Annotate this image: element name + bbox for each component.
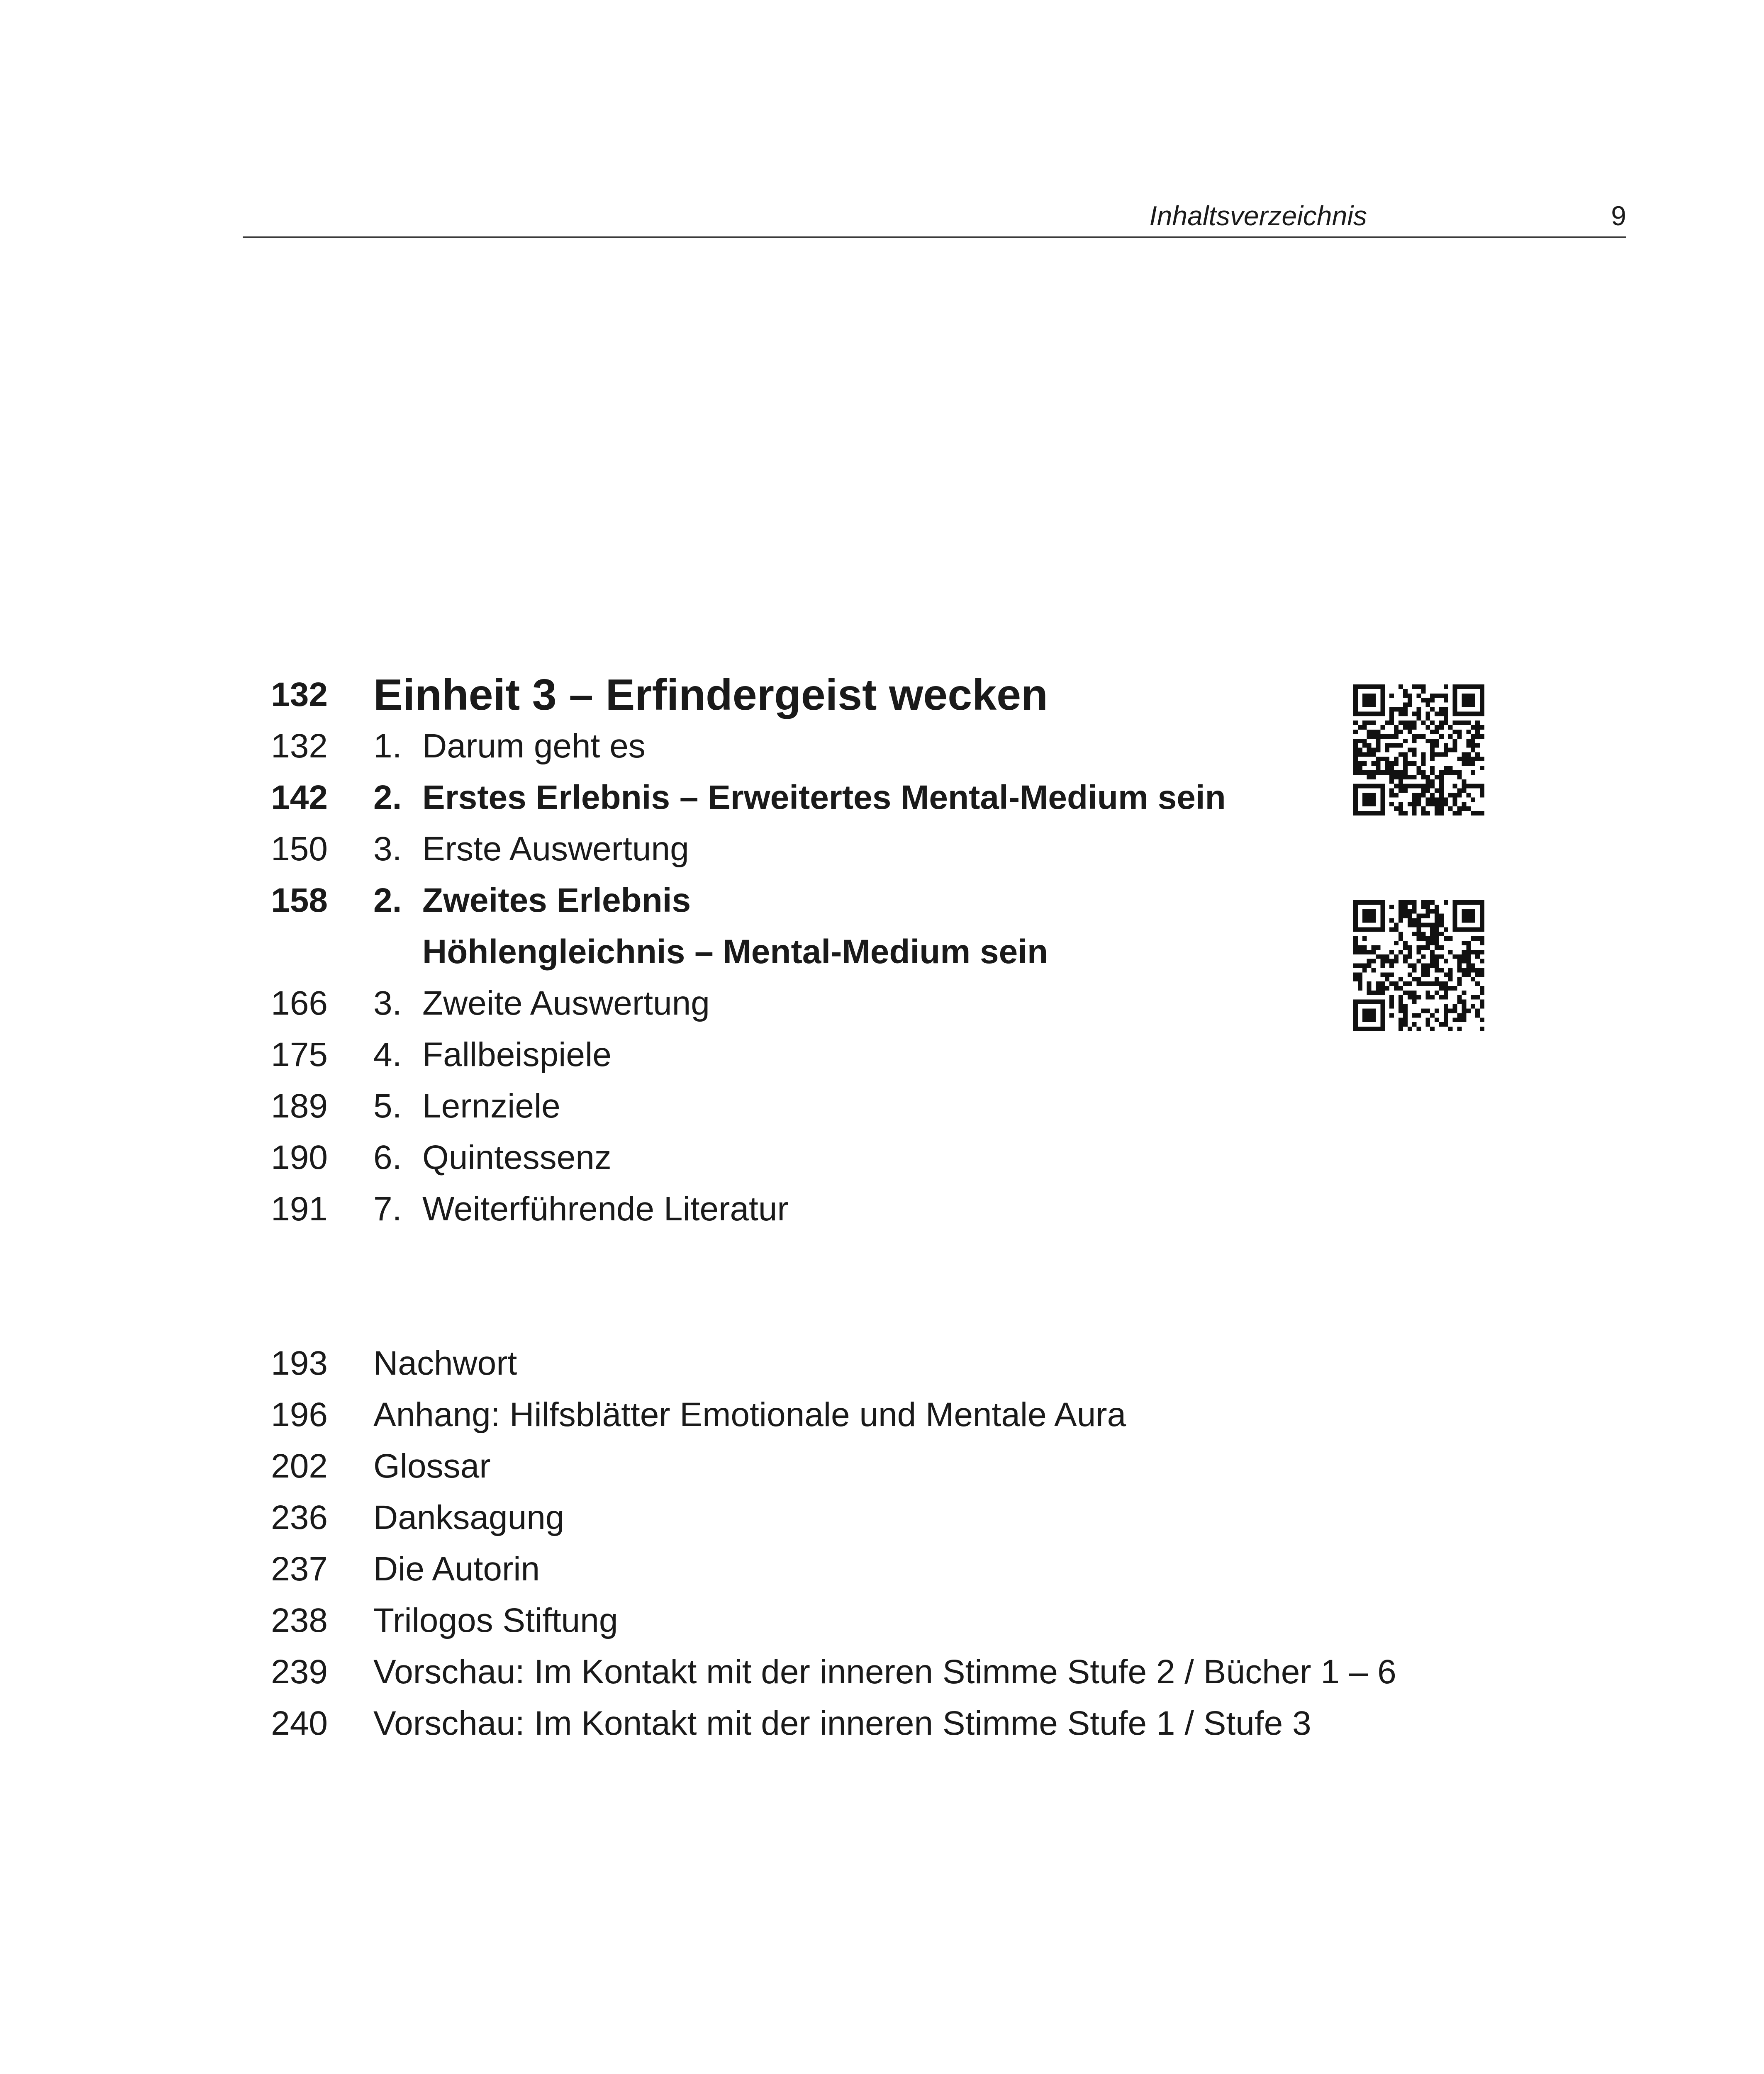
toc-page: 238 bbox=[271, 1602, 328, 1639]
qr-code-graphic bbox=[1353, 900, 1484, 1031]
toc-page: 236 bbox=[271, 1499, 328, 1536]
toc-title: Vorschau: Im Kontakt mit der inneren Stimme Stufe 1 / Stufe 3 bbox=[373, 1704, 1311, 1742]
back-matter-entry[interactable] bbox=[0, 1646, 1411, 1698]
toc-title: Die Autorin bbox=[373, 1550, 540, 1588]
qr-code-icon[interactable] bbox=[1353, 684, 1484, 815]
toc-title: Nachwort bbox=[373, 1344, 517, 1382]
toc-page: 132 bbox=[271, 727, 328, 765]
back-matter-entry[interactable] bbox=[0, 1338, 1411, 1389]
toc-page: 196 bbox=[271, 1396, 328, 1434]
qr-code-graphic bbox=[1353, 684, 1484, 815]
back-matter-entry[interactable] bbox=[0, 1543, 1411, 1595]
toc-title: Quintessenz bbox=[422, 1139, 612, 1176]
toc-entry[interactable] bbox=[0, 823, 1411, 875]
toc-entry[interactable] bbox=[0, 1183, 1411, 1235]
toc-page: 191 bbox=[271, 1190, 328, 1228]
unit-page: 132 bbox=[271, 676, 328, 713]
toc-entry-continuation[interactable] bbox=[0, 926, 1411, 978]
toc-page: 202 bbox=[271, 1447, 328, 1485]
toc-index: 1. bbox=[373, 727, 402, 765]
toc-index: 2. bbox=[373, 779, 402, 816]
toc-index: 5. bbox=[373, 1087, 402, 1125]
toc-page: 142 bbox=[271, 779, 328, 816]
toc-title: Zweite Auswertung bbox=[422, 984, 710, 1022]
back-matter-entry[interactable] bbox=[0, 1595, 1411, 1646]
unit-title: Einheit 3 – Erfindergeist wecken bbox=[373, 670, 1048, 719]
toc-title: Erste Auswertung bbox=[422, 830, 689, 868]
toc-page: 240 bbox=[271, 1704, 328, 1742]
toc-page: 158 bbox=[271, 881, 328, 919]
toc-page: 239 bbox=[271, 1653, 328, 1691]
back-matter-entry[interactable] bbox=[0, 1698, 1411, 1749]
toc-title: Darum geht es bbox=[422, 727, 646, 765]
toc-title: Fallbeispiele bbox=[422, 1036, 612, 1074]
toc-title: Danksagung bbox=[373, 1499, 565, 1536]
back-matter-entry[interactable] bbox=[0, 1389, 1411, 1441]
toc-page: 166 bbox=[271, 984, 328, 1022]
toc-index: 3. bbox=[373, 830, 402, 868]
running-header bbox=[243, 195, 1626, 238]
toc-title: Erstes Erlebnis – Erweitertes Mental-Medium sein bbox=[422, 779, 1226, 816]
toc-title: Anhang: Hilfsblätter Emotionale und Mentale Aura bbox=[373, 1396, 1126, 1434]
unit-heading[interactable] bbox=[0, 669, 1411, 721]
toc-title: Weiterführende Literatur bbox=[422, 1190, 789, 1228]
qr-code-icon[interactable] bbox=[1353, 900, 1484, 1031]
toc-title: Trilogos Stiftung bbox=[373, 1602, 618, 1639]
toc-entry[interactable] bbox=[0, 1132, 1411, 1183]
toc-page: 237 bbox=[271, 1550, 328, 1588]
toc-title: Zweites Erlebnis bbox=[422, 881, 691, 919]
toc-entry[interactable] bbox=[0, 772, 1411, 823]
toc-entry[interactable] bbox=[0, 978, 1411, 1029]
toc-index: 6. bbox=[373, 1139, 402, 1176]
toc-entry[interactable] bbox=[0, 875, 1411, 926]
header-title: Inhaltsverzeichnis bbox=[1149, 200, 1367, 231]
toc-entry[interactable] bbox=[0, 1081, 1411, 1132]
toc-entry[interactable] bbox=[0, 721, 1411, 772]
toc-title: Lernziele bbox=[422, 1087, 560, 1125]
back-matter-entry[interactable] bbox=[0, 1492, 1411, 1543]
back-matter-entry[interactable] bbox=[0, 1441, 1411, 1492]
toc-page: 189 bbox=[271, 1087, 328, 1125]
toc-title: Vorschau: Im Kontakt mit der inneren Stimme Stufe 2 / Bücher 1 – 6 bbox=[373, 1653, 1396, 1691]
toc-page: 150 bbox=[271, 830, 328, 868]
toc-entry[interactable] bbox=[0, 1029, 1411, 1081]
toc-title: Glossar bbox=[373, 1447, 491, 1485]
toc-page: 175 bbox=[271, 1036, 328, 1074]
toc-page: 193 bbox=[271, 1344, 328, 1382]
toc-title-line2: Höhlengleichnis – Mental-Medium sein bbox=[422, 933, 1048, 971]
page-number: 9 bbox=[1611, 200, 1626, 231]
toc-index: 2. bbox=[373, 881, 402, 919]
toc-index: 3. bbox=[373, 984, 402, 1022]
toc-index: 4. bbox=[373, 1036, 402, 1074]
toc-page: 190 bbox=[271, 1139, 328, 1176]
toc-index: 7. bbox=[373, 1190, 402, 1228]
